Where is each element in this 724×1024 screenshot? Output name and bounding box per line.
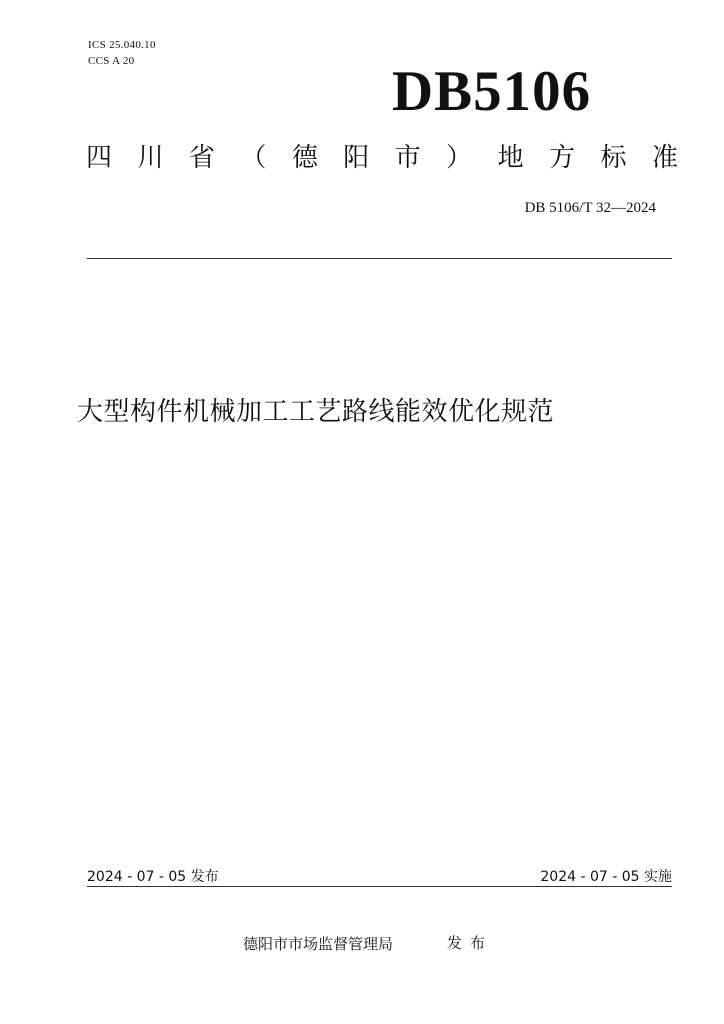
document-title: 大型构件机械加工工艺路线能效优化规范	[77, 397, 555, 427]
ics-code: ICS 25.040.10	[88, 39, 156, 51]
standard-type-char: 标	[600, 143, 627, 173]
standard-type-heading	[86, 140, 678, 176]
standard-type-char: 准	[651, 143, 678, 173]
standard-type-char: 四	[86, 143, 113, 173]
standard-number: DB 5106/T 32—2024	[524, 200, 656, 216]
issue-date: 2024 - 07 - 05 发布	[87, 869, 219, 885]
standard-type-char: ）	[446, 143, 473, 173]
top-divider	[87, 258, 672, 259]
standard-type-char: 阳	[343, 143, 370, 173]
implementation-date: 2024 - 07 - 05 实施	[540, 869, 672, 885]
ccs-code: CCS A 20	[88, 55, 135, 67]
standard-type-char: （	[240, 143, 267, 173]
classification-codes	[88, 37, 156, 69]
standard-type-char: 省	[188, 143, 215, 173]
bottom-divider	[87, 886, 672, 887]
standard-type-char: 川	[137, 143, 164, 173]
standard-type-char: 德	[291, 143, 318, 173]
standard-logo: DB5106	[392, 60, 592, 123]
standard-type-char: 地	[497, 143, 524, 173]
issuer-action: 发布	[447, 934, 494, 952]
issuer-name: 德阳市市场监督管理局	[243, 935, 394, 953]
standard-type-char: 市	[394, 143, 421, 173]
standard-type-char: 方	[549, 143, 576, 173]
